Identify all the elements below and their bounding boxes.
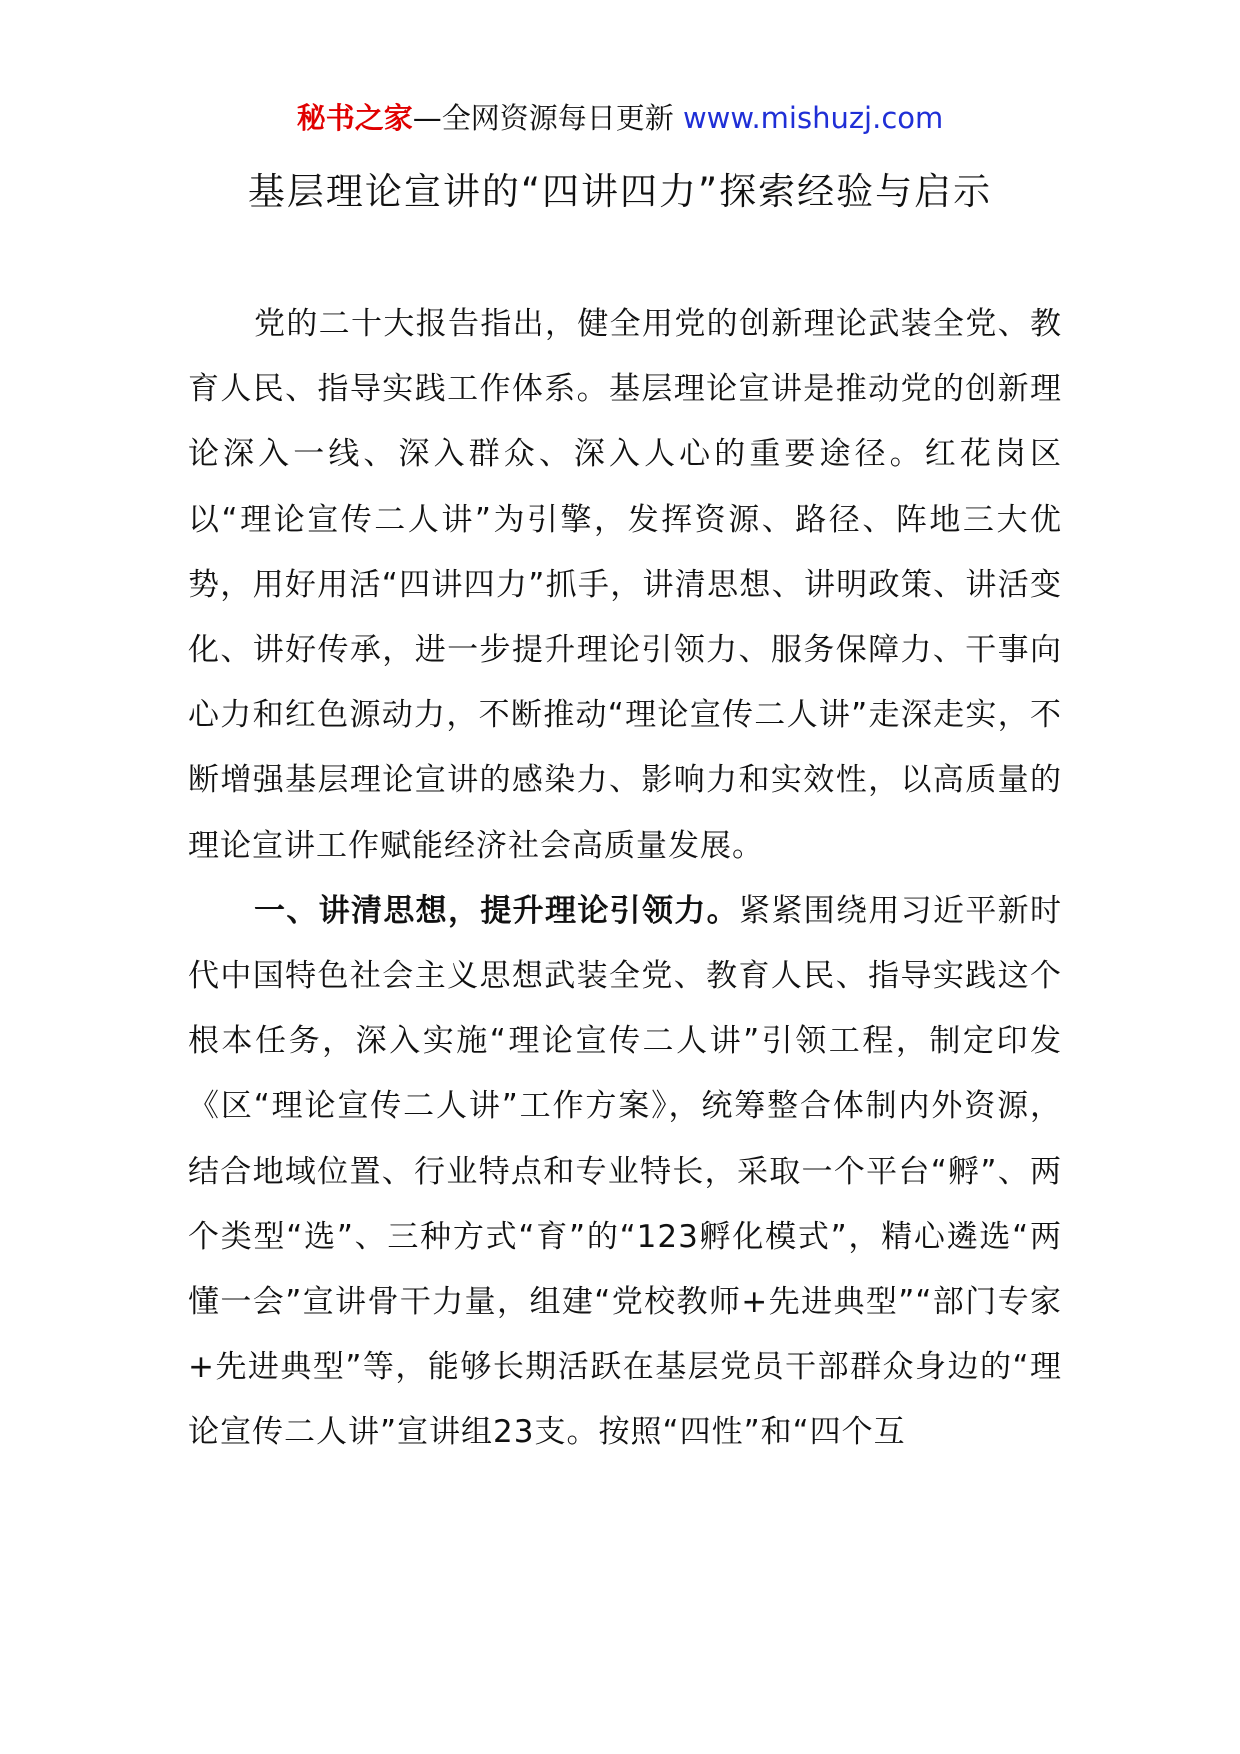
intro-paragraph-text: 党的二十大报告指出，健全用党的创新理论武装全党、教育人民、指导实践工作体系。基层理论宣讲是推动党的创新理论深入一线、深入群众、深入人心的重要途径。红花岗区以“理论宣传二人讲”为引擎，发挥资源、路径、阵地三大优势，用好用活“四讲四力”抓手，讲清思想、讲明政策、讲活变化、讲好传承，进一步提升理论引领力、服务保障力、干事向心力和红色源动力，不断推动“理论宣传二人讲”走深走实，不断增强基层理论宣讲的感染力、影响力和实效性，以高质量的理论宣讲工作赋能经济社会高质量发展。 — [188, 306, 1062, 864]
site-url-link[interactable]: www.mishuzj.com — [682, 101, 944, 135]
intro-paragraph — [188, 292, 1062, 879]
brand-name: 秘书之家 — [296, 101, 413, 135]
section-one-text: 紧紧围绕用习近平新时代中国特色社会主义思想武装全党、教育人民、指导实践这个根本任务，深入实施“理论宣传二人讲”引领工程，制定印发《区“理论宣传二人讲”工作方案》，统筹整合体制内外资源，结合地域位置、行业特点和专业特长，采取一个平台“孵”、两个类型“选”、三种方式“育”的“123孵化模式”，精心遴选“两懂一会”宣讲骨干力量，组建“党校教师+先进典型”“部门专家+先进典型”等，能够长期活跃在基层党员干部群众身边的“理论宣传二人讲”宣讲组23支。按照“四性”和“四个互 — [188, 892, 1062, 1451]
section-one-paragraph — [188, 879, 1062, 1466]
document-title: 基层理论宣讲的“四讲四力”探索经验与启示 — [247, 170, 993, 213]
document-body — [188, 292, 1062, 1466]
section-one-heading: 一、讲清思想，提升理论引领力。 — [254, 892, 739, 929]
site-header — [0, 98, 1240, 138]
header-tagline: —全网资源每日更新 — [412, 101, 683, 135]
